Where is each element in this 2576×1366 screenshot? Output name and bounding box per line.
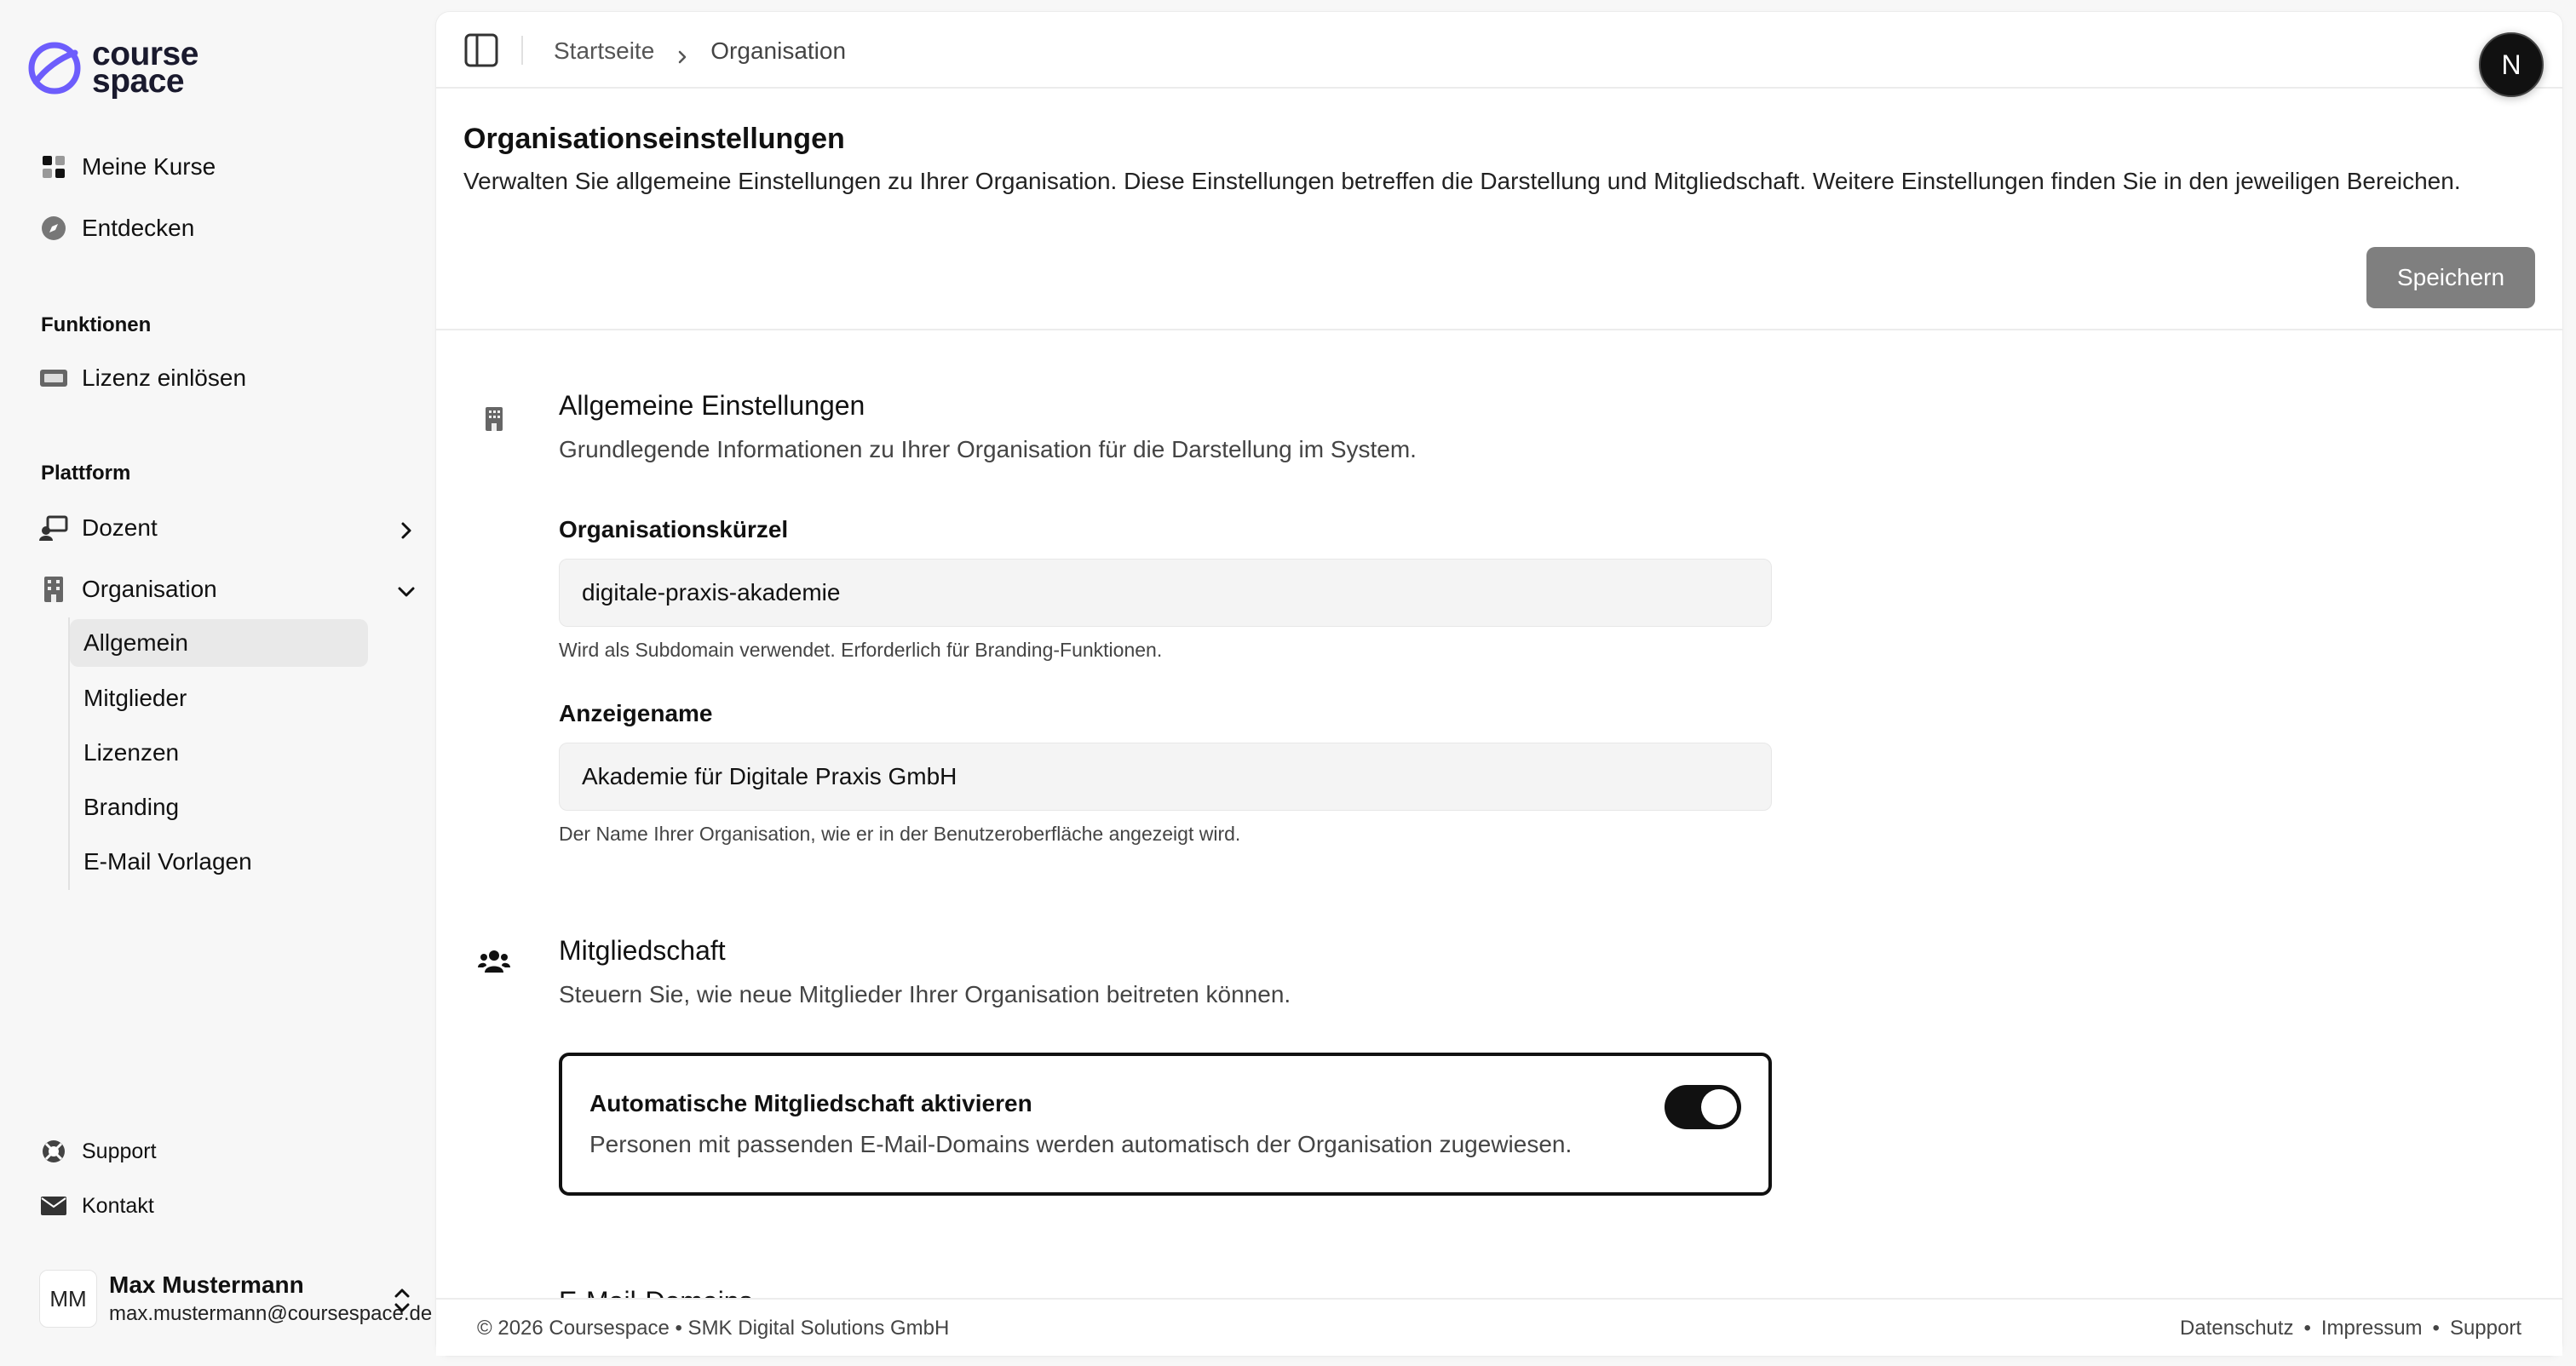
sidebar-item-meine-kurse[interactable]: [39, 148, 216, 186]
sidebar-item-organisation[interactable]: [39, 571, 414, 608]
auto-membership-toggle[interactable]: [1665, 1085, 1741, 1129]
building-icon: [479, 404, 509, 434]
page-title: Organisationseinstellungen: [463, 123, 845, 155]
display-name-label: Anzeigename: [559, 700, 713, 726]
section-label-funktionen: Funktionen: [41, 313, 152, 336]
footer-link-impressum[interactable]: Impressum: [2320, 1317, 2423, 1340]
sidebar: [0, 0, 434, 1366]
user-email: max.mustermann@coursespace.de: [109, 1302, 433, 1325]
breadcrumb: [554, 37, 846, 65]
auto-membership-card: [559, 1053, 1772, 1196]
brand-line-1: course: [92, 36, 198, 72]
brand-line-2: space: [92, 63, 185, 100]
user-name: Max Mustermann: [109, 1271, 304, 1298]
general-section-description: Grundlegende Informationen zu Ihrer Organisation für die Darstellung im System.: [559, 436, 1417, 462]
general-section-title: Allgemeine Einstellungen: [559, 390, 865, 421]
main-panel: [436, 12, 2562, 1356]
sidebar-item-label: Kontakt: [82, 1193, 154, 1218]
sidebar-item-dozent[interactable]: [39, 509, 414, 547]
user-info: [109, 1271, 433, 1326]
ticket-icon: [39, 364, 68, 393]
membership-section-title: Mitgliedschaft: [559, 935, 726, 966]
topbar-divider: [521, 36, 523, 65]
subnav-item-mitglieder[interactable]: Mitglieder: [83, 685, 187, 711]
user-menu[interactable]: [39, 1269, 433, 1329]
subnav-item-allgemein[interactable]: Allgemein: [70, 619, 368, 667]
sidebar-item-kontakt[interactable]: [39, 1187, 154, 1225]
building-icon: [39, 575, 68, 604]
save-button[interactable]: Speichern: [2366, 247, 2535, 308]
coursespace-logo-icon: [26, 39, 83, 97]
header-divider: [436, 329, 2562, 330]
sidebar-item-label: Entdecken: [82, 215, 195, 241]
footer-separator: •: [2303, 1317, 2311, 1340]
slug-label: Organisationskürzel: [559, 516, 789, 542]
subnav-item-email-vorlagen[interactable]: E-Mail Vorlagen: [83, 848, 252, 875]
sidebar-item-label: Meine Kurse: [82, 153, 216, 180]
subnav-item-lizenzen[interactable]: Lizenzen: [83, 739, 180, 766]
grid-icon: [39, 152, 68, 181]
sidebar-item-label: Lizenz einlösen: [82, 364, 247, 391]
auto-membership-title: Automatische Mitgliedschaft aktivieren: [589, 1090, 1032, 1116]
footer-separator: •: [2432, 1317, 2440, 1340]
footer-copyright: © 2026 Coursespace • SMK Digital Solutions GmbH: [477, 1317, 950, 1340]
framework-badge[interactable]: N: [2479, 32, 2544, 97]
chevron-right-icon: [397, 519, 416, 537]
toggle-knob: [1701, 1089, 1737, 1125]
sidebar-item-label: Dozent: [82, 514, 158, 541]
footer-link-datenschutz[interactable]: Datenschutz: [2180, 1317, 2294, 1340]
sidebar-item-label: Support: [82, 1139, 157, 1163]
users-icon: [479, 945, 509, 976]
brand-wordmark: [92, 36, 198, 100]
breadcrumb-current: Organisation: [710, 37, 847, 64]
mail-icon: [39, 1191, 68, 1220]
sidebar-item-entdecken[interactable]: [39, 209, 194, 247]
avatar: MM: [39, 1270, 97, 1328]
footer-link-support[interactable]: Support: [2449, 1317, 2521, 1340]
page-description: Verwalten Sie allgemeine Einstellungen zu Ihrer Organisation. Diese Einstellungen betreffen die Darstellung und Mitgliedschaft. Weitere Einstellungen finden Sie in den jeweiligen Bereichen.: [463, 168, 2461, 194]
chevron-down-icon: [397, 580, 416, 599]
subnav-item-branding[interactable]: Branding: [83, 794, 180, 820]
section-label-plattform: Plattform: [41, 462, 131, 485]
breadcrumb-home[interactable]: Startseite: [554, 37, 655, 64]
sidebar-item-lizenz-einloesen[interactable]: [39, 359, 246, 397]
chevron-right-icon: [675, 43, 690, 59]
teacher-icon: [39, 514, 68, 542]
membership-section-description: Steuern Sie, wie neue Mitglieder Ihrer Organisation beitreten können.: [559, 981, 1291, 1007]
footer-links: [2180, 1317, 2521, 1340]
lifebuoy-icon: [39, 1137, 68, 1166]
sidebar-item-label: Organisation: [82, 576, 217, 602]
slug-hint: Wird als Subdomain verwendet. Erforderlich für Branding-Funktionen.: [559, 639, 1163, 661]
compass-icon: [39, 214, 68, 243]
slug-input[interactable]: [559, 559, 1772, 627]
sidebar-item-support[interactable]: [39, 1133, 157, 1170]
chevrons-up-down-icon: [390, 1286, 414, 1315]
topbar: [436, 12, 2562, 89]
display-name-hint: Der Name Ihrer Organisation, wie er in der Benutzeroberfläche angezeigt wird.: [559, 823, 1241, 845]
footer: [436, 1298, 2562, 1356]
display-name-input[interactable]: [559, 743, 1772, 811]
sidebar-toggle-icon[interactable]: [463, 32, 499, 68]
page-header: [463, 123, 2542, 195]
brand-logo[interactable]: [26, 36, 198, 100]
auto-membership-description: Personen mit passenden E-Mail-Domains werden automatisch der Organisation zugewiesen.: [589, 1131, 1573, 1157]
